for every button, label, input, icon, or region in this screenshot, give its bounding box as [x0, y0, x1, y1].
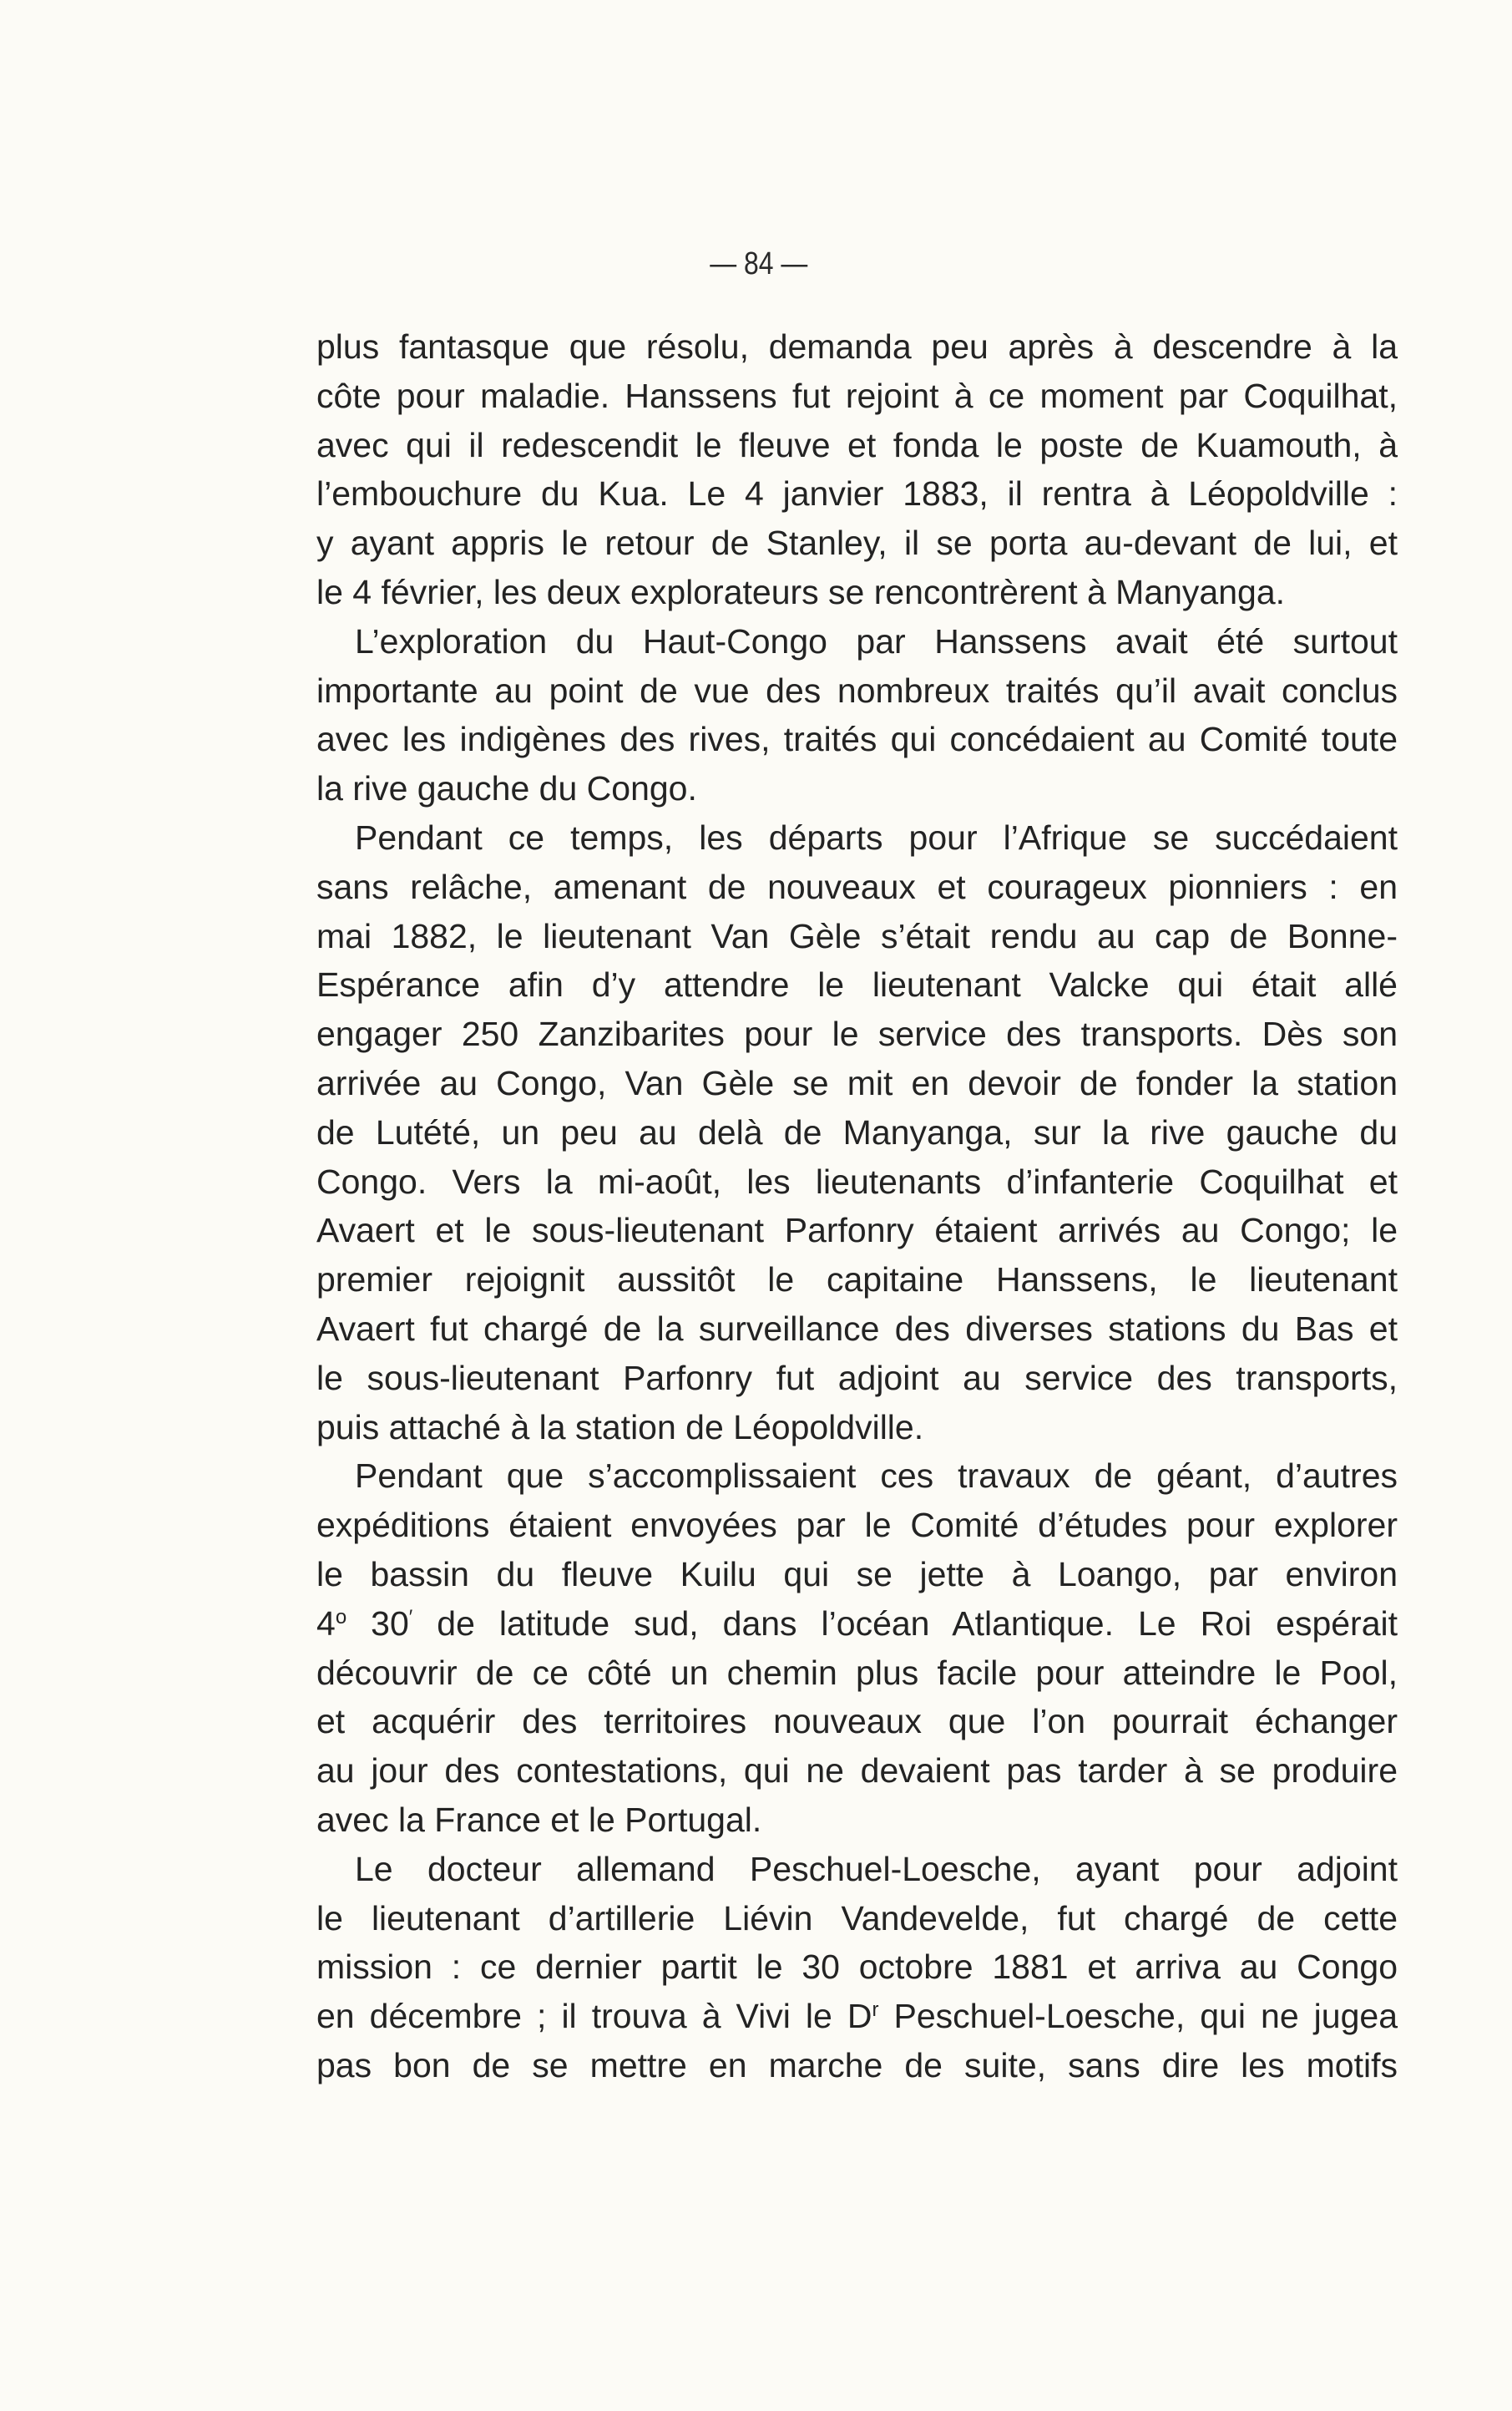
- text-line: sans relâche, amenant de nouveaux et courageux pionniers : en: [316, 867, 1398, 906]
- text-line: et acquérir des territoires nouveaux que l’on pourrait échanger: [316, 1702, 1398, 1741]
- text-line: engager 250 Zanzibarites pour le service des transports. Dès son: [316, 1015, 1398, 1054]
- text-line: L’exploration du Haut-Congo par Hanssens avait été surtout: [355, 621, 1398, 661]
- paragraph-2: [316, 617, 1398, 813]
- text-line: côte pour maladie. Hanssens fut rejoint à ce moment par Coquilhat,: [316, 376, 1398, 415]
- minute-mark: ′: [408, 1605, 413, 1628]
- text-fragment: de latitude sud, dans l’océan Atlantique. Le Roi espérait: [412, 1603, 1398, 1643]
- paragraph-5: [316, 1845, 1398, 2090]
- paragraph-4: [316, 1451, 1398, 1844]
- text-line: expéditions étaient envoyées par le Comité d’études pour explorer: [316, 1506, 1398, 1545]
- text-line: la rive gauche du Congo.: [316, 769, 697, 808]
- text-line: [316, 1992, 1398, 2041]
- text-line: pas bon de se mettre en marche de suite, sans dire les motifs: [316, 2045, 1398, 2084]
- text-line: arrivée au Congo, Van Gèle se mit en devoir de fonder la station: [316, 1063, 1398, 1102]
- text-line: avec les indigènes des rives, traités qui concédaient au Comité toute: [316, 720, 1398, 759]
- text-fragment: 4: [316, 1603, 336, 1643]
- superscript: r: [872, 1998, 879, 2022]
- text-line: découvrir de ce côté un chemin plus facile pour atteindre le Pool,: [316, 1653, 1398, 1692]
- text-line: y ayant appris le retour de Stanley, il se porta au-devant de lui, et: [316, 524, 1398, 563]
- text-line: avec qui il redescendit le fleuve et fonda le poste de Kuamouth, à: [316, 425, 1398, 464]
- text-fragment: Peschuel-Loesche, qui ne jugea: [878, 1997, 1398, 2036]
- text-line: premier rejoignit aussitôt le capitaine Hanssens, le lieutenant: [316, 1260, 1398, 1299]
- text-line: Espérance afin d’y attendre le lieutenant Valcke qui était allé: [316, 965, 1398, 1005]
- text-line: puis attaché à la station de Léopoldville.: [316, 1407, 924, 1446]
- text-line: le bassin du fleuve Kuilu qui se jette à Loango, par environ: [316, 1554, 1398, 1593]
- text-line: Avaert fut chargé de la surveillance des diverses stations du Bas et: [316, 1309, 1398, 1348]
- text-line: Congo. Vers la mi-août, les lieutenants d’infanterie Coquilhat et: [316, 1162, 1398, 1201]
- body-text: [316, 322, 1398, 2090]
- text-line: Avaert et le sous-lieutenant Parfonry étaient arrivés au Congo; le: [316, 1211, 1398, 1250]
- text-fragment: 30: [346, 1603, 409, 1643]
- text-line: Pendant que s’accomplissaient ces travaux de géant, d’autres: [355, 1456, 1398, 1496]
- text-line: le 4 février, les deux explorateurs se rencontrèrent à Manyanga.: [316, 572, 1286, 611]
- text-line: mission : ce dernier partit le 30 octobre 1881 et arriva au Congo: [316, 1948, 1398, 1987]
- text-line: de Lutété, un peu au delà de Manyanga, sur la rive gauche du: [316, 1112, 1398, 1152]
- text-fragment: en décembre ; il trouva à Vivi le D: [316, 1997, 872, 2036]
- text-line: plus fantasque que résolu, demanda peu après à descendre à la: [316, 327, 1398, 366]
- text-line: mai 1882, le lieutenant Van Gèle s’était rendu au cap de Bonne-: [316, 916, 1398, 955]
- text-line: le sous-lieutenant Parfonry fut adjoint au service des transports,: [316, 1358, 1398, 1397]
- text-line: importante au point de vue des nombreux traités qu’il avait conclus: [316, 671, 1398, 710]
- paragraph-3: [316, 813, 1398, 1451]
- text-line: Le docteur allemand Peschuel-Loesche, ayant pour adjoint: [355, 1849, 1398, 1888]
- degree-mark: o: [335, 1605, 347, 1628]
- text-line: Pendant ce temps, les départs pour l’Afrique se succédaient: [355, 818, 1398, 857]
- text-line: au jour des contestations, qui ne devaient pas tarder à se produire: [316, 1751, 1398, 1791]
- text-line: l’embouchure du Kua. Le 4 janvier 1883, il rentra à Léopoldville :: [316, 474, 1398, 514]
- text-line: le lieutenant d’artillerie Liévin Vandevelde, fut chargé de cette: [316, 1898, 1398, 1937]
- text-line: avec la France et le Portugal.: [316, 1800, 762, 1839]
- page-number: — 84 —: [710, 246, 808, 281]
- paragraph-1: [316, 322, 1398, 617]
- text-line: [316, 1599, 1398, 1649]
